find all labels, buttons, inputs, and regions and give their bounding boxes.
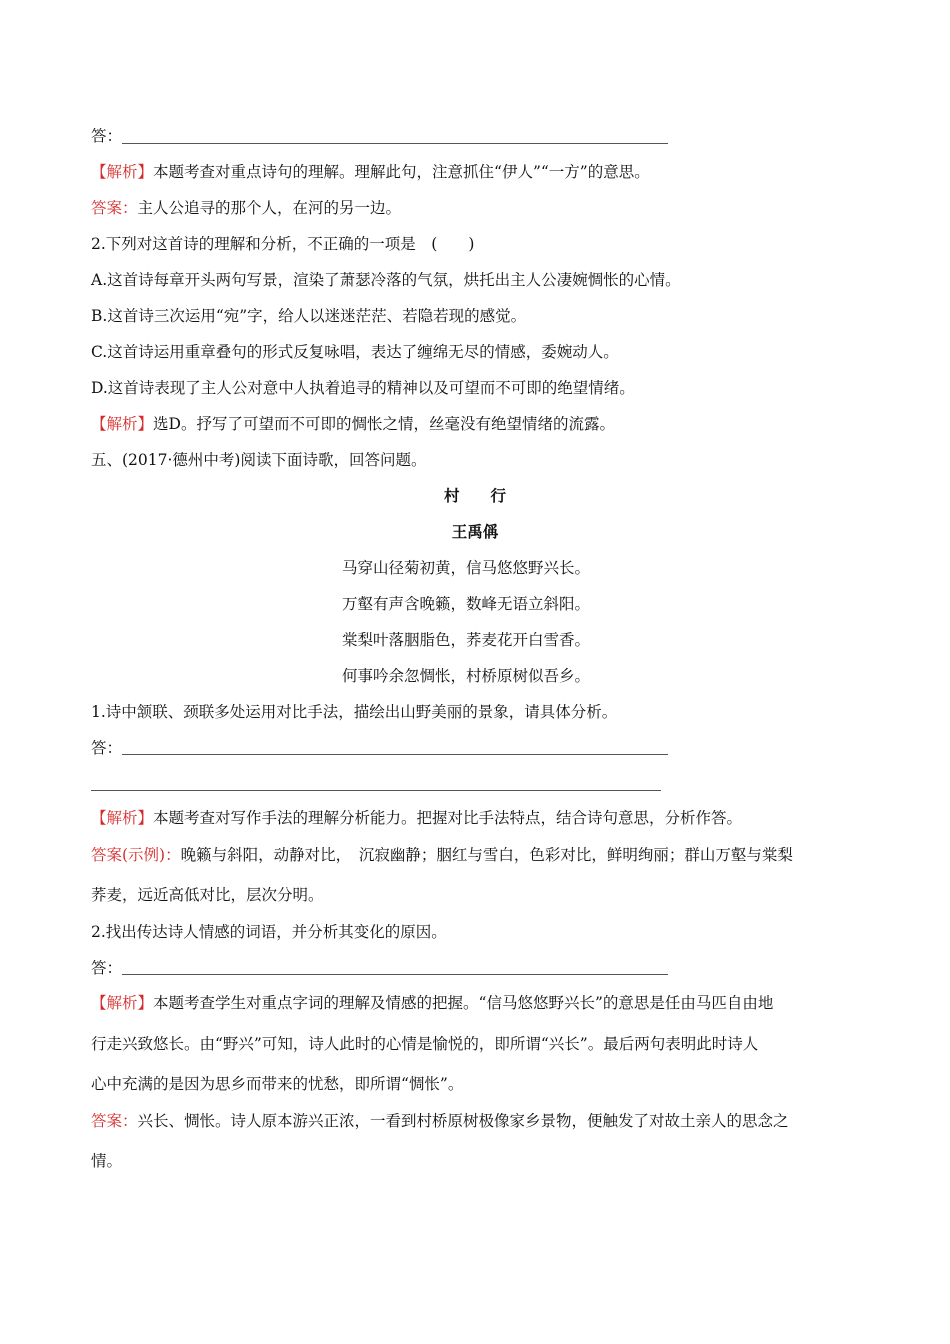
- answer-blank-line: [91, 790, 661, 791]
- option-d: D.这首诗表现了主人公对意中人执着追寻的精神以及可望而不可即的绝望情绪。: [91, 379, 635, 397]
- poem-line: 马穿山径菊初黄，信马悠悠野兴长。: [342, 559, 591, 577]
- answer-tag: 答案：: [91, 199, 138, 217]
- option-a: A.这首诗每章开头两句写景，渲染了萧瑟冷落的气氛，烘托出主人公凄婉惆怅的心情。: [91, 271, 681, 289]
- analysis-paragraph-cont: 行走兴致悠长。由“野兴”可知，诗人此时的心情是愉悦的，即所谓“兴长”。最后两句表明此时诗人: [91, 1035, 759, 1053]
- option-b: B.这首诗三次运用“宛”字，给人以迷迷茫茫、若隐若现的感觉。: [91, 307, 527, 325]
- poem-title: 村 行: [443, 487, 506, 505]
- answer-paragraph-cont: 情。: [91, 1152, 123, 1170]
- option-c: C.这首诗运用重章叠句的形式反复咏唱，表达了缠绵无尽的情感，委婉动人。: [91, 343, 619, 361]
- answer-paragraph-cont: 荞麦，远近高低对比，层次分明。: [91, 886, 324, 904]
- analysis-paragraph: 【解析】本题考查对重点诗句的理解。理解此句，注意抓住“伊人”“一方”的意思。: [91, 163, 650, 181]
- analysis-tag: 【解析】: [91, 809, 154, 827]
- poem-line: 万壑有声含晚籁，数峰无语立斜阳。: [342, 595, 591, 613]
- poem-line: 何事吟余忽惆怅，村桥原树似吾乡。: [342, 667, 591, 685]
- analysis-paragraph: 【解析】选D。抒写了可望而不可即的惆怅之情，丝毫没有绝望情绪的流露。: [91, 415, 615, 433]
- question-2: 2.找出传达诗人情感的词语，并分析其变化的原因。: [91, 923, 447, 941]
- poem-line: 棠梨叶落胭脂色，荞麦花开白雪香。: [342, 631, 591, 649]
- section-heading: 五、(2017·德州中考)阅读下面诗歌，回答问题。: [91, 451, 427, 469]
- analysis-tag: 【解析】: [91, 994, 154, 1012]
- answer-blank-line: [122, 143, 668, 144]
- analysis-tag: 【解析】: [91, 163, 154, 181]
- analysis-paragraph: 【解析】本题考查学生对重点字词的理解及情感的把握。“信马悠悠野兴长”的意思是任由马匹自由地: [91, 994, 774, 1012]
- poem-author: 王禹偁: [451, 523, 499, 541]
- answer-tag: 答案(示例)：: [91, 846, 181, 864]
- question-1: 1.诗中颔联、颈联多处运用对比手法，描绘出山野美丽的景象，请具体分析。: [91, 703, 618, 721]
- answer-paragraph: 答案(示例)：晚籁与斜阳，动静对比， 沉寂幽静；胭红与雪白，色彩对比，鲜明绚丽；群山万壑与棠梨: [91, 846, 793, 864]
- answer-blank-line: [122, 754, 668, 755]
- analysis-tag: 【解析】: [91, 415, 154, 433]
- analysis-paragraph-cont: 心中充满的是因为思乡而带来的忧愁，即所谓“惆怅”。: [91, 1075, 464, 1093]
- question-2: 2.下列对这首诗的理解和分析，不正确的一项是 ( ): [91, 235, 475, 253]
- analysis-paragraph: 【解析】本题考查对写作手法的理解分析能力。把握对比手法特点，结合诗句意思，分析作答。: [91, 809, 743, 827]
- answer-label: 答：: [91, 959, 123, 977]
- answer-paragraph: 答案：兴长、惆怅。诗人原本游兴正浓，一看到村桥原树极像家乡景物，便触发了对故土亲人的思念之: [91, 1112, 789, 1130]
- answer-label: 答：: [91, 739, 123, 757]
- answer-paragraph: 答案：主人公追寻的那个人，在河的另一边。: [91, 199, 402, 217]
- answer-blank-line: [122, 974, 668, 975]
- answer-label: 答：: [91, 127, 123, 145]
- answer-tag: 答案：: [91, 1112, 138, 1130]
